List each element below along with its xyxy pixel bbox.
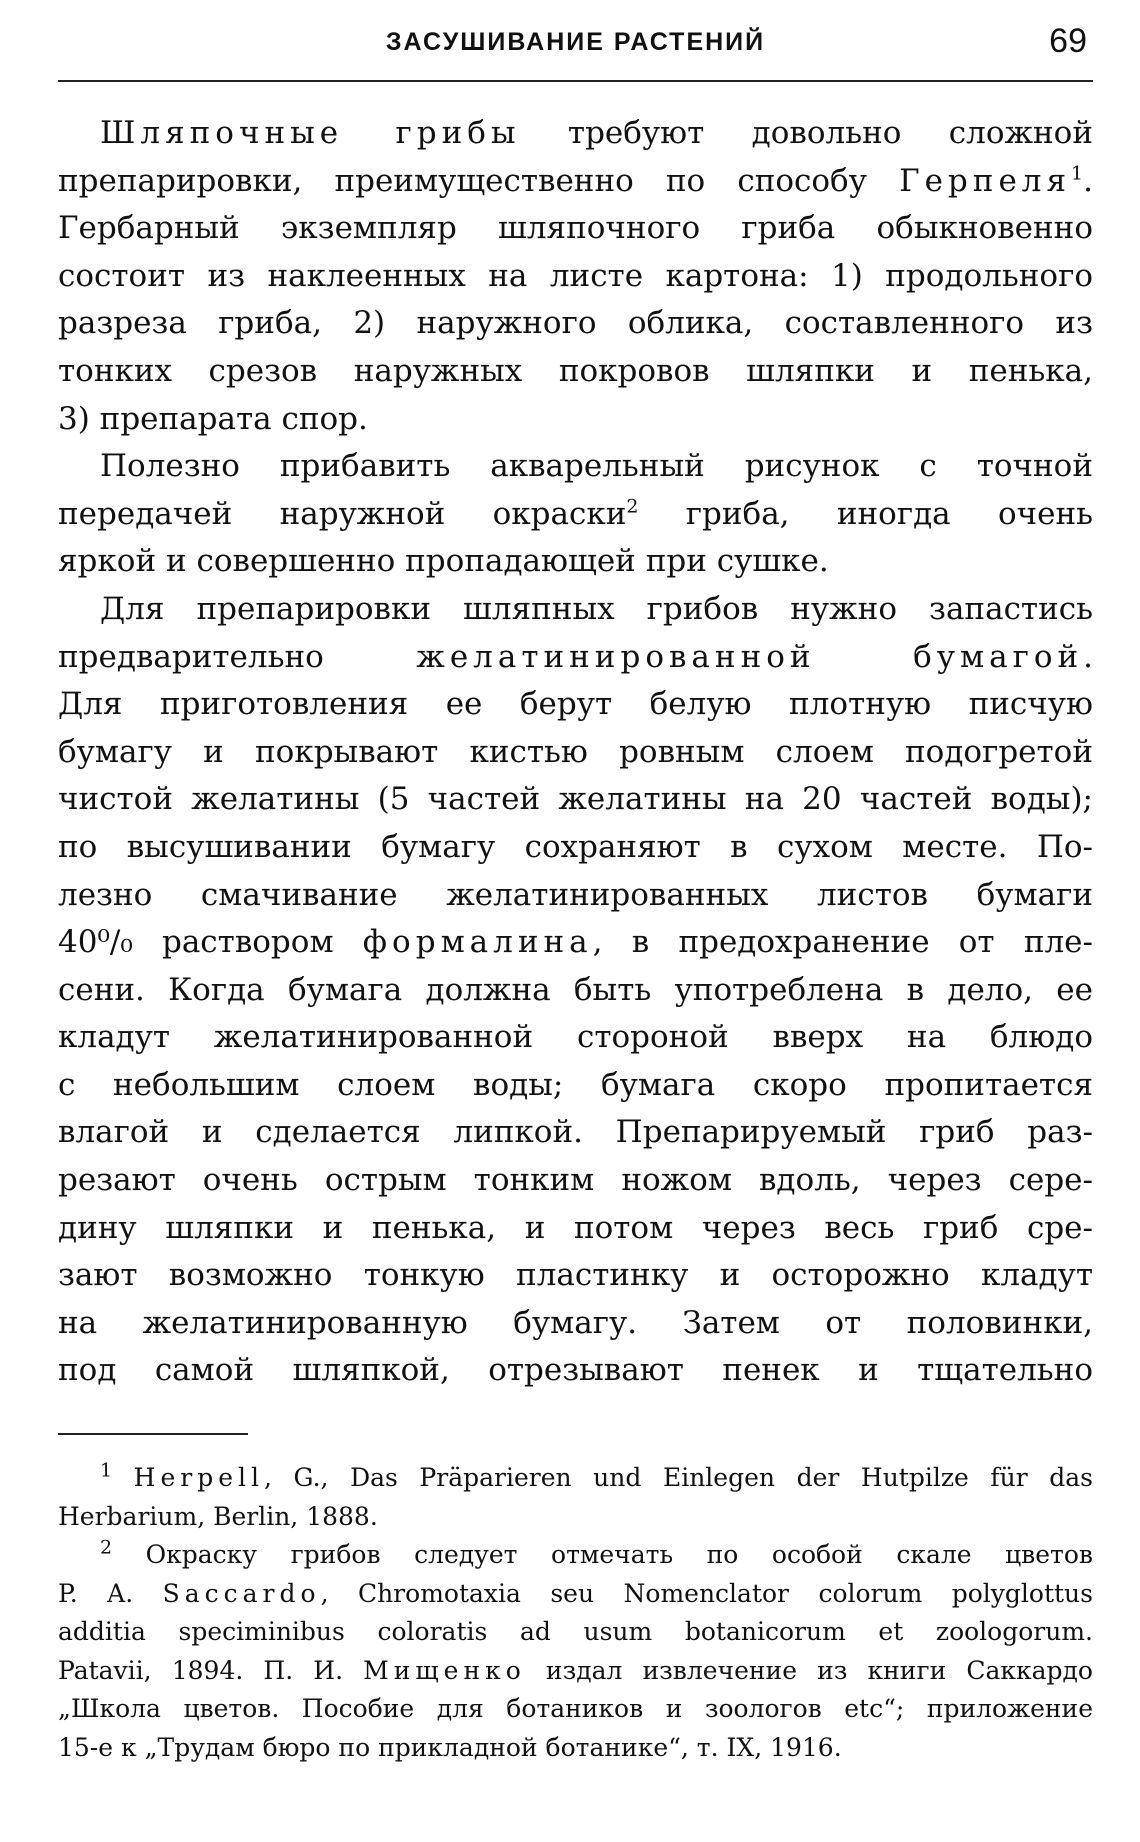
running-title: ЗАСУШИВАНИЕ РАСТЕНИЙ — [385, 28, 766, 56]
emphasis-text: Герпеля — [899, 162, 1072, 199]
text-line — [58, 919, 1093, 967]
footnote-ref-2[interactable]: 2 — [626, 495, 639, 518]
text-line — [58, 634, 1093, 682]
footnote-line — [58, 1575, 1093, 1614]
emphasis-text: Saccardo — [162, 1578, 321, 1608]
footnote-line — [58, 1652, 1093, 1691]
text-fragment: Patavii, 1894. П. И. — [58, 1655, 364, 1685]
text-line: дину шляпки и пенька, и потом через весь гриб сре- — [58, 1209, 1093, 1246]
footnote-line: Herbarium, Berlin, 1888. — [58, 1501, 378, 1531]
text-fragment: . — [1083, 162, 1093, 199]
text-fragment: передачей наружной окраски — [58, 495, 627, 532]
text-line: Гербарный экземпляр шляпочного гриба обыкновенно — [58, 210, 1093, 247]
text-line: разреза гриба, 2) наружного облика, составленного из — [58, 305, 1093, 342]
text-line: Для препарировки шляпных грибов нужно запастись — [100, 590, 1093, 627]
text-line: чистой желатины (5 частей желатины на 20 частей воды); — [58, 781, 1093, 818]
footnote-divider — [58, 1433, 248, 1435]
text-line — [58, 491, 1093, 539]
text-line: Полезно прибавить акварельный рисунок с точной — [100, 448, 1093, 485]
footnote-marker: 1 — [100, 1459, 113, 1482]
text-fragment: препарировки, преимущественно по способу — [58, 162, 900, 199]
footnote-marker: 2 — [100, 1536, 113, 1559]
text-line: резают очень острым тонким ножом вдоль, через сере- — [58, 1162, 1093, 1199]
footnote-line — [58, 1536, 1093, 1575]
footnote-1 — [58, 1459, 1093, 1536]
footnote-line: 15-е к „Трудам бюро по прикладной ботанике“, т. IX, 1916. — [58, 1732, 842, 1762]
text-fragment: . — [1083, 638, 1094, 675]
text-line: яркой и совершенно пропадающей при сушке. — [58, 543, 829, 580]
text-line: кладут желатинированной стороной вверх на блюдо — [58, 1019, 1093, 1056]
text-line: под самой шляпкой, отрезывают пенек и тщательно — [58, 1352, 1093, 1389]
text-line: бумагу и покрывают кистью ровным слоем подогретой — [58, 733, 1093, 770]
paragraph-3 — [58, 586, 1093, 1395]
main-text — [58, 110, 1093, 1395]
text-fragment: , Chromotaxia seu Nomenclator colorum polyglottus — [320, 1578, 1093, 1608]
text-fragment: издал извлечение из книги Саккардо — [525, 1655, 1093, 1685]
footnote-ref-1[interactable]: 1 — [1071, 162, 1084, 185]
text-line — [58, 158, 1093, 206]
footnote-line — [58, 1459, 1093, 1498]
text-line: влагой и сделается липкой. Препарируемый гриб раз- — [58, 1114, 1093, 1151]
text-line: зают возможно тонкую пластинку и осторожно кладут — [58, 1257, 1093, 1294]
text-line: на желатинированную бумагу. Затем от половинки, — [58, 1304, 1093, 1341]
emphasis-text: Herpell — [133, 1463, 265, 1493]
text-line — [58, 110, 1093, 158]
text-line: сени. Когда бумага должна быть употреблена в дело, ее — [58, 971, 1093, 1008]
text-fragment: предварительно — [58, 638, 417, 675]
emphasis-text: желатинированной бумагой — [416, 638, 1084, 675]
text-fragment: , в предохранение от пле- — [592, 924, 1093, 961]
text-fragment: гриба, иногда очень — [638, 495, 1093, 532]
footnote-line: „Школа цветов. Пособие для ботаников и зоологов etc“; приложение — [58, 1694, 1093, 1724]
page-header — [58, 0, 1093, 82]
emphasis-text: Шляпочные грибы — [100, 115, 521, 151]
text-fragment: P. A. — [58, 1578, 163, 1608]
text-line: состоит из наклеенных на листе картона: 1) продольного — [58, 257, 1093, 294]
emphasis-text: формалина — [362, 924, 593, 961]
page-number: 69 — [1049, 22, 1087, 60]
paragraph-2 — [58, 443, 1093, 586]
text-fragment: Окраску грибов следует отмечать по особой скале цветов — [112, 1540, 1093, 1570]
text-fragment: , G., Das Präparieren und Einlegen der Hutpilze für das — [264, 1463, 1093, 1493]
text-line: с небольшим слоем воды; бумага скоро пропитается — [58, 1066, 1093, 1103]
text-fragment: требуют довольно сложной — [520, 115, 1093, 151]
footnotes — [58, 1459, 1093, 1767]
emphasis-text: Мищенко — [363, 1655, 526, 1685]
text-line: Для приготовления ее берут белую плотную писчую — [58, 686, 1093, 723]
text-line: лезно смачивание желатинированных листов бумаги — [58, 876, 1093, 913]
text-line: тонких срезов наружных покровов шляпки и пенька, — [58, 352, 1093, 389]
footnote-line: additia speciminibus coloratis ad usum botanicorum et zoologorum. — [58, 1617, 1093, 1647]
book-page — [58, 0, 1093, 1767]
text-fragment: 40⁰/₀ раствором — [58, 924, 363, 961]
text-line: по высушивании бумагу сохраняют в сухом месте. По- — [58, 828, 1093, 865]
paragraph-1 — [58, 110, 1093, 443]
footnote-2 — [58, 1536, 1093, 1767]
text-line: 3) препарата спор. — [58, 400, 368, 437]
